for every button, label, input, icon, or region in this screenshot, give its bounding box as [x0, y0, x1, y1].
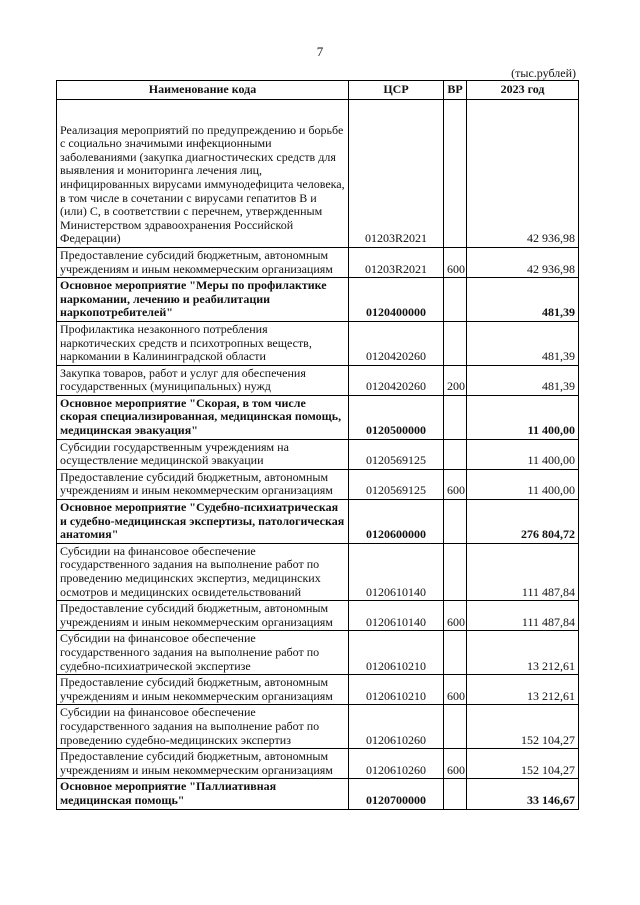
- row-vr: 600: [444, 675, 467, 705]
- row-vr: 600: [444, 749, 467, 779]
- table-row: [57, 365, 579, 395]
- row-name: Субсидии на финансовое обеспечение государственного задания на выполнение работ по проведению медицинских экспертиз, медицинских осмотров и медицинских освидетельствований: [57, 543, 349, 600]
- row-amount: 13 212,61: [467, 631, 579, 675]
- row-vr: [444, 321, 467, 365]
- row-code: 0120610260: [349, 749, 444, 779]
- table-row: [57, 631, 579, 675]
- row-amount: 481,39: [467, 278, 579, 322]
- row-code: 0120610260: [349, 705, 444, 749]
- row-amount: 152 104,27: [467, 705, 579, 749]
- row-vr: 600: [444, 601, 467, 631]
- row-code: 0120610210: [349, 631, 444, 675]
- row-amount: 42 936,98: [467, 99, 579, 247]
- table-row: [57, 779, 579, 809]
- row-amount: 481,39: [467, 321, 579, 365]
- row-code: 0120610140: [349, 601, 444, 631]
- table-row: [57, 321, 579, 365]
- row-name: Закупка товаров, работ и услуг для обеспечения государственных (муниципальных) нужд: [57, 365, 349, 395]
- row-amount: 11 400,00: [467, 469, 579, 499]
- row-name: Реализация мероприятий по предупреждению и борьбе с социально значимыми инфекционными заболеваниями (закупка диагностических средств для выявления и мониторинга лечения лиц, инфицированных вирусами иммунодефицита человека, в том числе в сочетании с вирусами гепатитов В и (или) С, в соответствии с перечнем, утвержденным Министерством здравоохранения Российской Федерации): [57, 99, 349, 247]
- row-vr: [444, 395, 467, 439]
- table-row: [57, 675, 579, 705]
- table-header-row: [57, 81, 579, 100]
- row-amount: 42 936,98: [467, 247, 579, 277]
- row-vr: [444, 439, 467, 469]
- row-vr: [444, 631, 467, 675]
- row-amount: 111 487,84: [467, 601, 579, 631]
- row-code: 0120600000: [349, 500, 444, 544]
- row-code: 0120420260: [349, 365, 444, 395]
- row-vr: 600: [444, 469, 467, 499]
- row-vr: 600: [444, 247, 467, 277]
- table-row: [57, 543, 579, 600]
- table-row: [57, 500, 579, 544]
- table-row: [57, 439, 579, 469]
- row-amount: 33 146,67: [467, 779, 579, 809]
- table-row: [57, 469, 579, 499]
- row-code: 01203R2021: [349, 99, 444, 247]
- row-code: 0120420260: [349, 321, 444, 365]
- budget-table: [56, 80, 579, 810]
- row-vr: [444, 705, 467, 749]
- header-amount: 2023 год: [467, 81, 579, 100]
- units-label: (тыс.рублей): [511, 66, 576, 80]
- row-code: 0120569125: [349, 469, 444, 499]
- row-name: Основное мероприятие "Судебно-психиатрическая и судебно-медицинская экспертизы, патологическая анатомия": [57, 500, 349, 544]
- row-amount: 11 400,00: [467, 439, 579, 469]
- row-code: 0120569125: [349, 439, 444, 469]
- table-row: [57, 705, 579, 749]
- page-number: 7: [316, 44, 324, 59]
- row-name: Профилактика незаконного потребления наркотических средств и психотропных веществ, наркомании в Калининградской области: [57, 321, 349, 365]
- row-name: Основное мероприятие "Скорая, в том числе скорая специализированная, медицинская помощь, медицинская эвакуация": [57, 395, 349, 439]
- row-name: Основное мероприятие "Меры по профилактике наркомании, лечению и реабилитации наркопотребителей": [57, 278, 349, 322]
- row-vr: [444, 779, 467, 809]
- row-code: 0120400000: [349, 278, 444, 322]
- table-row: [57, 278, 579, 322]
- row-code: 0120610210: [349, 675, 444, 705]
- header-name: Наименование кода: [57, 81, 349, 100]
- row-name: Предоставление субсидий бюджетным, автономным учреждениям и иным некоммерческим организациям: [57, 749, 349, 779]
- row-amount: 152 104,27: [467, 749, 579, 779]
- row-name: Основное мероприятие "Паллиативная медицинская помощь": [57, 779, 349, 809]
- row-name: Предоставление субсидий бюджетным, автономным учреждениям и иным некоммерческим организациям: [57, 469, 349, 499]
- row-vr: [444, 500, 467, 544]
- table-row: [57, 247, 579, 277]
- row-name: Предоставление субсидий бюджетным, автономным учреждениям и иным некоммерческим организациям: [57, 247, 349, 277]
- row-name: Субсидии на финансовое обеспечение государственного задания на выполнение работ по проведению судебно-медицинских экспертиз: [57, 705, 349, 749]
- header-vr: ВР: [444, 81, 467, 100]
- row-code: 0120500000: [349, 395, 444, 439]
- row-amount: 13 212,61: [467, 675, 579, 705]
- table-row: [57, 749, 579, 779]
- row-code: 0120700000: [349, 779, 444, 809]
- table-row: [57, 395, 579, 439]
- table-row: [57, 99, 579, 247]
- row-amount: 276 804,72: [467, 500, 579, 544]
- row-amount: 481,39: [467, 365, 579, 395]
- row-code: 01203R2021: [349, 247, 444, 277]
- table-row: [57, 601, 579, 631]
- row-amount: 111 487,84: [467, 543, 579, 600]
- row-vr: [444, 543, 467, 600]
- row-name: Субсидии на финансовое обеспечение государственного задания на выполнение работ по судебно-психиатрической экспертизе: [57, 631, 349, 675]
- row-name: Предоставление субсидий бюджетным, автономным учреждениям и иным некоммерческим организациям: [57, 675, 349, 705]
- row-vr: 200: [444, 365, 467, 395]
- row-name: Субсидии государственным учреждениям на осуществление медицинской эвакуации: [57, 439, 349, 469]
- header-code: ЦСР: [349, 81, 444, 100]
- row-vr: [444, 278, 467, 322]
- row-name: Предоставление субсидий бюджетным, автономным учреждениям и иным некоммерческим организациям: [57, 601, 349, 631]
- row-amount: 11 400,00: [467, 395, 579, 439]
- row-code: 0120610140: [349, 543, 444, 600]
- row-vr: [444, 99, 467, 247]
